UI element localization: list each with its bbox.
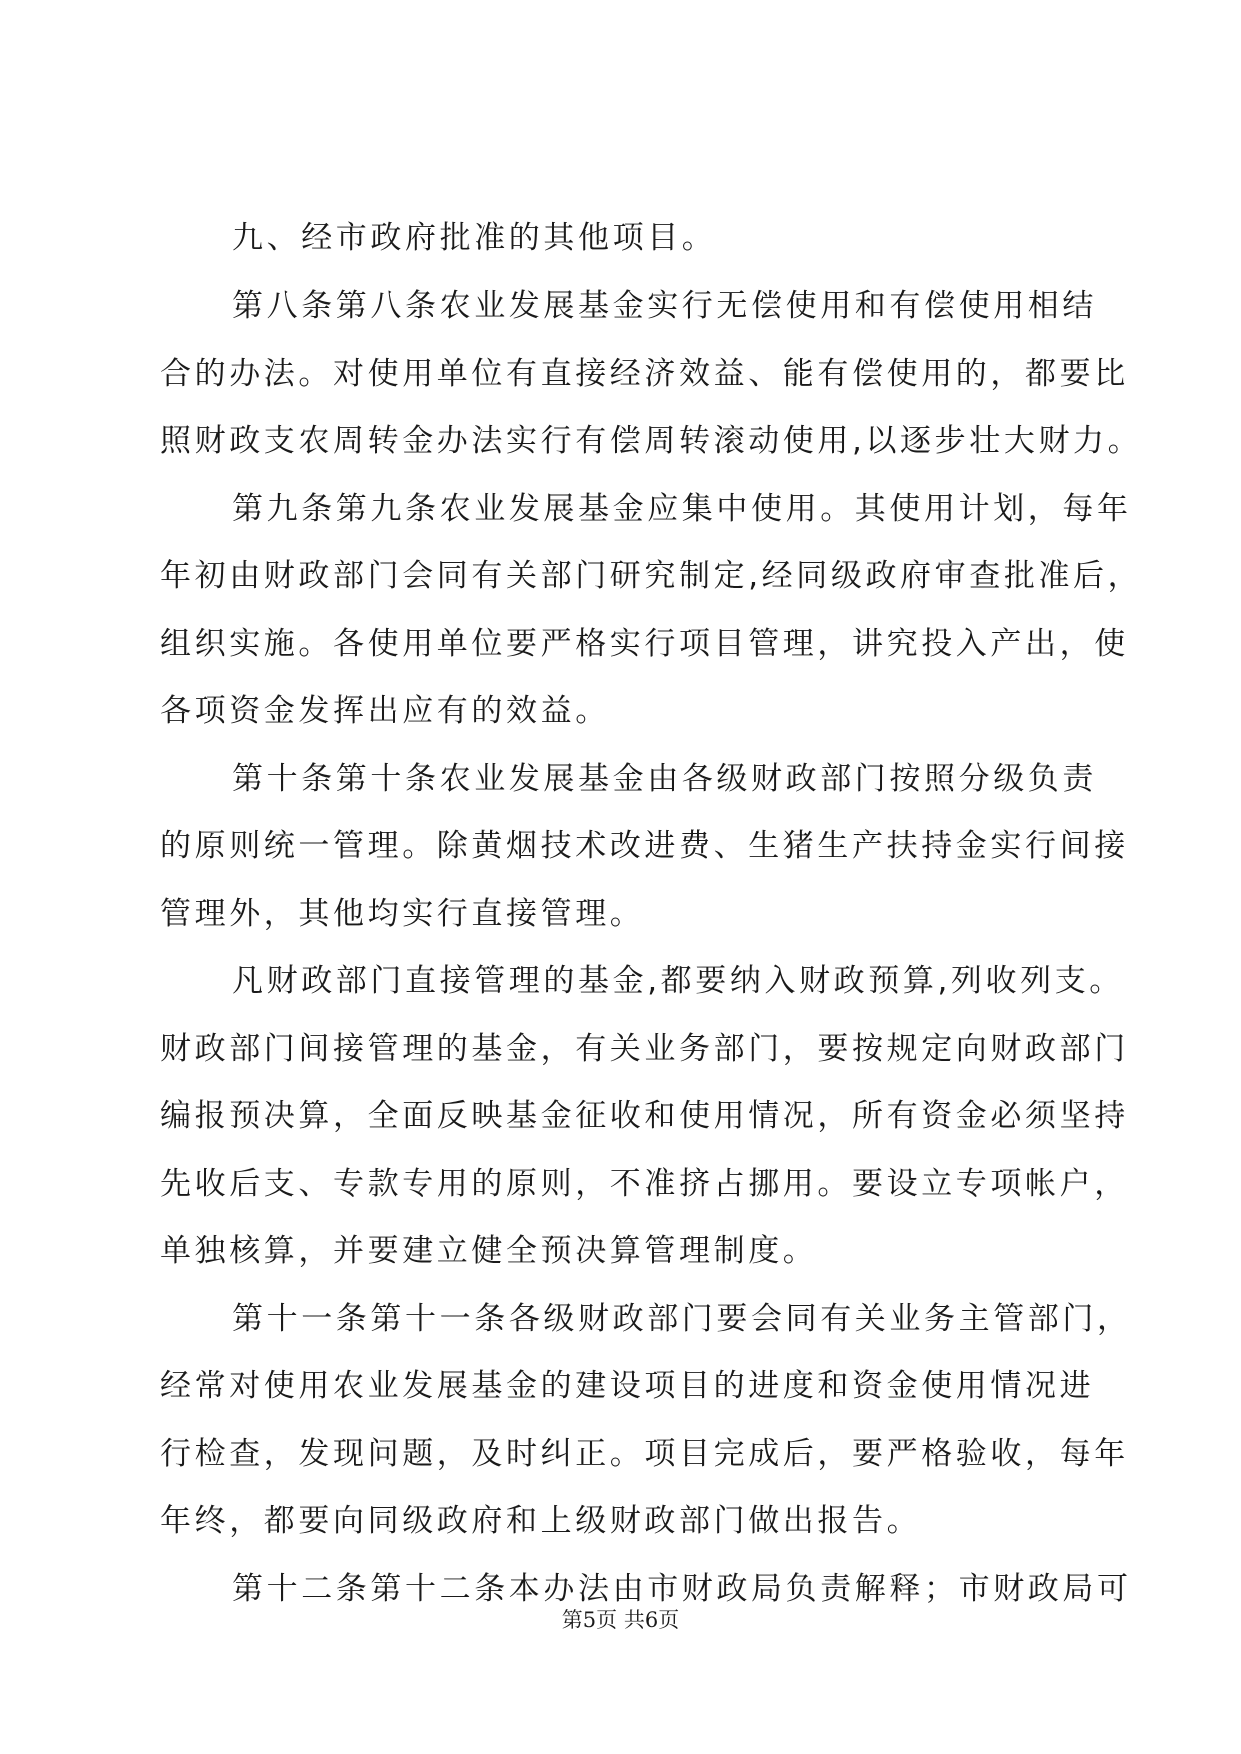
text-line: 经常对使用农业发展基金的建设项目的进度和资金使用情况进 [160, 1368, 1095, 1404]
text-line: 的原则统一管理。除黄烟技术改进费、生猪生产扶持金实行间接 [160, 828, 1129, 864]
text-line: 照财政支农周转金办法实行有偿周转滚动使用,以逐步壮大财力。 [160, 423, 1143, 459]
text-line: 第十一条第十一条各级财政部门要会同有关业务主管部门， [232, 1301, 1132, 1337]
text-line: 先收后支、专款专用的原则，不准挤占挪用。要设立专项帐户， [160, 1166, 1129, 1202]
text-line: 第十条第十条农业发展基金由各级财政部门按照分级负责 [232, 761, 1097, 797]
page-number-footer: 第5页 共6页 [561, 1608, 680, 1632]
text-line: 各项资金发挥出应有的效益。 [160, 693, 610, 729]
text-line: 行检查，发现问题，及时纠正。项目完成后，要严格验收，每年 [160, 1436, 1129, 1472]
text-line: 第十二条第十二条本办法由市财政局负责解释；市财政局可 [232, 1571, 1132, 1607]
text-line: 九、经市政府批准的其他项目。 [232, 220, 717, 256]
text-line: 财政部门间接管理的基金，有关业务部门，要按规定向财政部门 [160, 1031, 1129, 1067]
text-line: 合的办法。对使用单位有直接经济效益、能有偿使用的，都要比 [160, 356, 1129, 392]
text-line: 组织实施。各使用单位要严格实行项目管理，讲究投入产出，使 [160, 626, 1129, 662]
text-line: 年终，都要向同级政府和上级财政部门做出报告。 [160, 1503, 922, 1539]
text-line: 编报预决算，全面反映基金征收和使用情况，所有资金必须坚持 [160, 1098, 1129, 1134]
text-line: 第九条第九条农业发展基金应集中使用。其使用计划，每年 [232, 491, 1132, 527]
text-line: 第八条第八条农业发展基金实行无偿使用和有偿使用相结 [232, 288, 1097, 324]
text-line: 管理外，其他均实行直接管理。 [160, 896, 645, 932]
text-line: 凡财政部门直接管理的基金,都要纳入财政预算,列收列支。 [232, 963, 1124, 999]
text-line: 单独核算，并要建立健全预决算管理制度。 [160, 1233, 818, 1269]
text-line: 年初由财政部门会同有关部门研究制定,经同级政府审查批准后， [160, 558, 1143, 594]
